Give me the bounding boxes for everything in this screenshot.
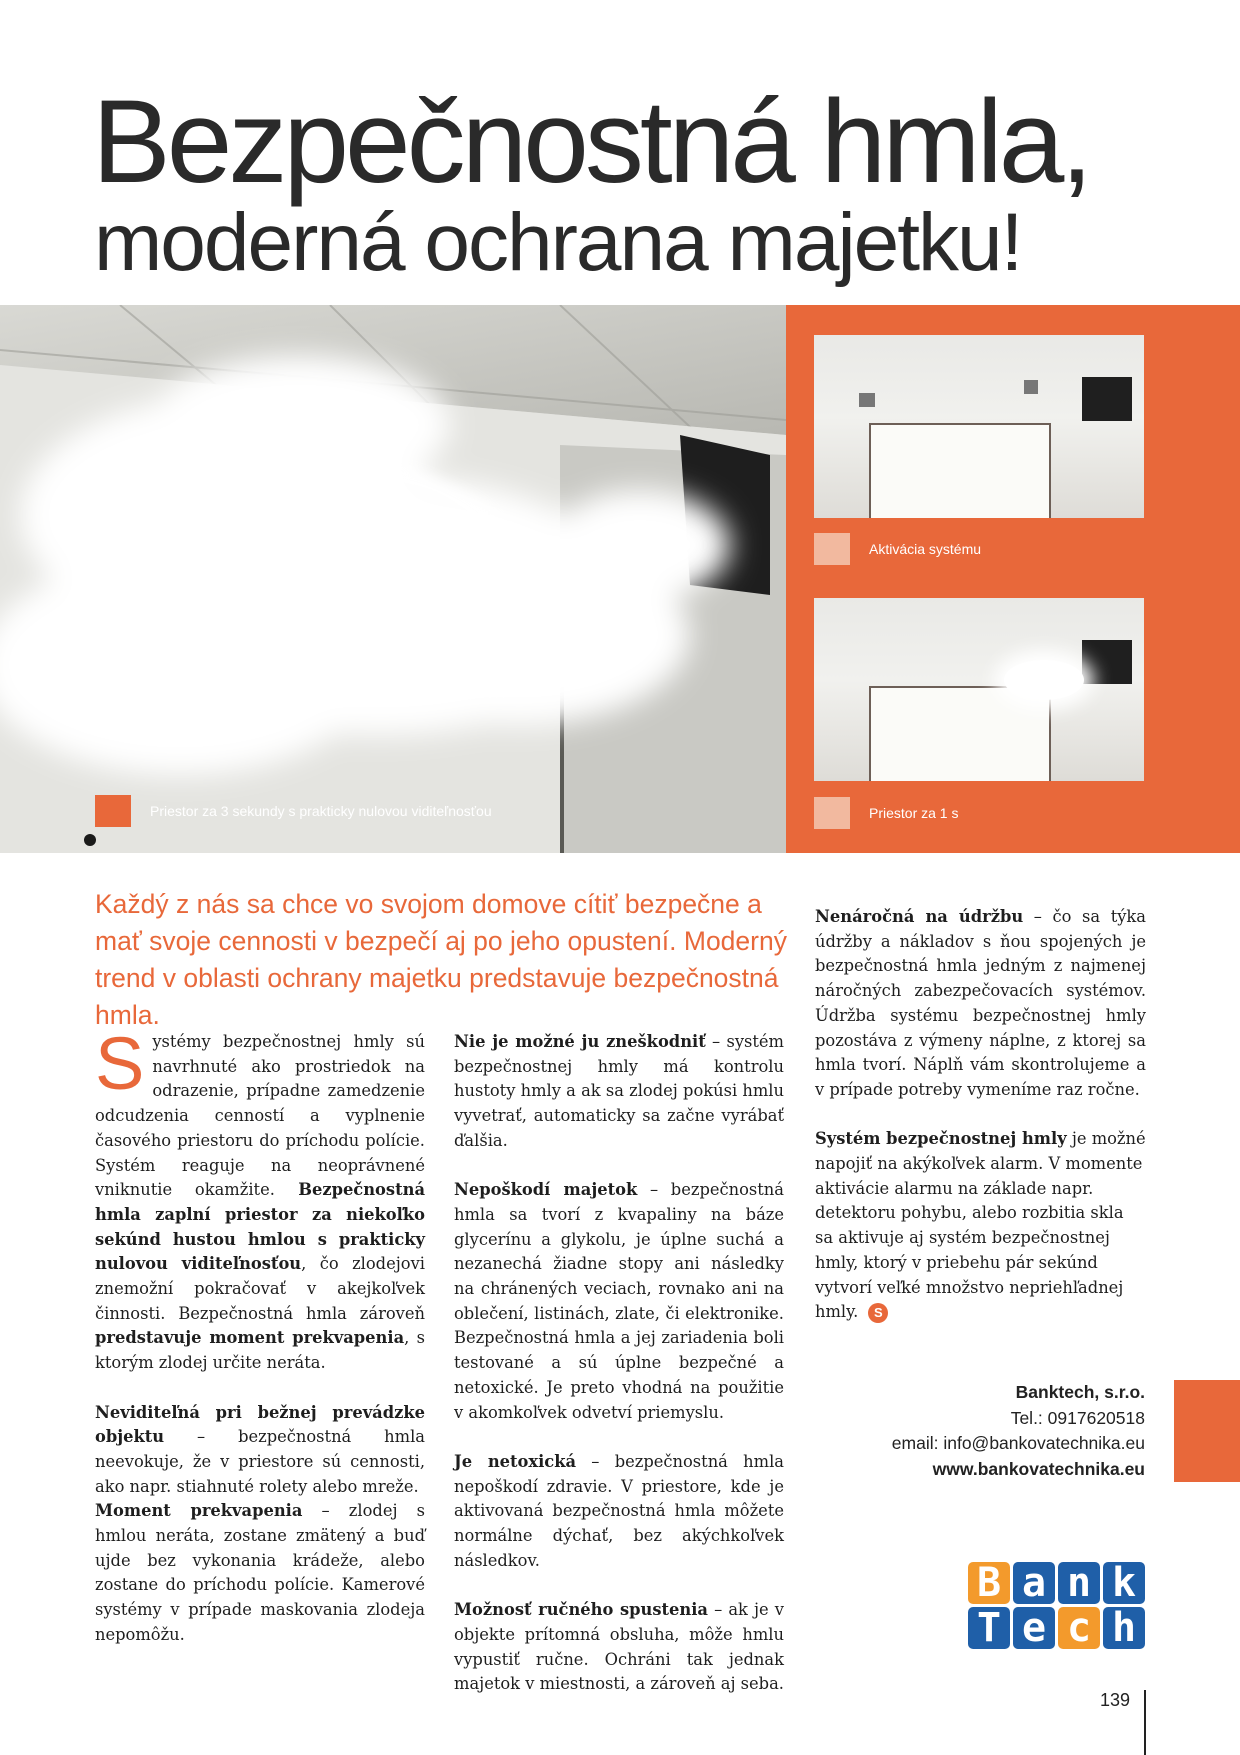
paragraph-cannot-neutralize [454,1030,784,1154]
paragraph-manual-trigger [454,1598,784,1697]
paragraph-no-damage [454,1178,784,1425]
intro-paragraph [95,1022,425,1376]
company-name: Banktech, s.r.o. [1015,1382,1145,1402]
logo-tile: T [968,1607,1010,1649]
caption-marker [95,795,131,827]
text-run: – zlodej s hmlou neráta, zostane zmätený a buď ujde bez vykonania krádeže, alebo zostane do príchodu polície. Kamerové systémy v prípade maskovania zlodeja nepomôžu. [95,1501,425,1644]
paragraph-heading: Možnosť ručného spustenia [454,1600,708,1620]
accent-tab [1174,1380,1240,1482]
text-run: , čo zlodejovi znemožní pokračovať v akejkoľvek činnosti. Bezpečnostná hmla zároveň [95,1254,425,1323]
text-run: – čo sa týka údržby a nákladov s ňou spojených je bezpečnostná hmla jedným z najmenej náročných zabezpečovacích systémov. Údržba systému bezpečnostnej hmly pozostáva z výmeny náplne, z ktorej sa hmla tvorí. Náplň vám skontrolujeme a v prípade potreby vymeníme raz ročne. [815,907,1147,1099]
paragraph-invisible [95,1401,425,1500]
sensor [859,393,875,407]
page-title-line-1: Bezpečnostná hmla, [92,76,1090,208]
text-run: – ak je v objekte prítomná obsluha, môže hmlu vypustiť ručne. Ochráni tak jednak majetok v miestnosti, a zároveň aj seba. [454,1600,784,1694]
text-run: – systém bezpečnostnej hmly má kontrolu hustoty hmly a ak sa zlodej pokúsi hmlu vyvetrať, automaticky sa začne vyrábať ďalšia. [454,1032,784,1150]
logo-tile: n [1058,1562,1100,1604]
paragraph-maintenance [815,905,1146,1103]
caption-marker [814,797,850,829]
paragraph-heading: Neviditeľná pri bežnej prevádzke objektu [95,1402,425,1447]
text-run: – bezpečnostná hmla sa tvorí z kvapaliny na báze glycerínu a glykolu, je úplne suchá a nezanechá žiadne stopy ani následky na chránených veciach, rovnako ani na oblečení, listinách, zlate, či elektronike. Bezpečnostná hmla a jej zariadenia boli testované a sú úplne bezpečné a netoxické. Je preto vhodná na použitie v akomkoľvek odvetví priemyslu. [454,1180,784,1422]
logo-tile: a [1013,1562,1055,1604]
whiteboard [869,423,1051,518]
text-run: , s ktorým zlodej určite neráta. [95,1328,425,1373]
thumbnail-1-caption: Aktivácia systému [869,541,982,557]
logo-tile: e [1013,1607,1055,1649]
whiteboard [869,686,1051,781]
article-column-3 [815,905,1146,1350]
contact-block [892,1380,1145,1482]
speaker [1082,640,1132,684]
text-run-bold: Bezpečnostná hmla zaplní priestor za niekoľko sekúnd hustou hmlou s prakticky nulovou viditeľnosťou [95,1180,425,1274]
paragraph-heading: Moment prekvapenia [95,1501,303,1521]
photo-sidebar [786,305,1240,853]
text-run-bold: predstavuje moment prekvapenia [95,1328,405,1348]
drop-cap: S [95,1022,145,1105]
logo-tile: k [1103,1562,1145,1604]
page-number: 139 [1100,1690,1131,1710]
logo-tile: B [968,1562,1010,1604]
lead-paragraph: Každý z nás sa chce vo svojom domove cítiť bezpečne a mať svoje cennosti v bezpečí aj po jeho opustení. Moderný trend v oblasti ochrany majetku predstavuje bezpečnostná hmla. [95,889,787,1030]
paragraph-surprise [95,1499,425,1647]
thumbnail-activation [814,335,1144,518]
logo-row-1 [968,1562,1148,1604]
paragraph-heading: Nie je možné ju zneškodniť [454,1032,706,1051]
end-mark-icon: S [868,1303,888,1323]
main-photo-caption: Priestor za 3 sekundy s prakticky nulovou viditeľnosťou [150,803,492,819]
text-run: ystémy bezpečnostnej hmly sú navrhnuté ako prostriedok na odrazenie, prípadne zamedzenie odcudzenia cenností a vyplnenie časového priestoru do príchodu polície. Systém reaguje na neoprávnené vniknutie okamžite. [95,1032,425,1200]
paragraph-non-toxic [454,1450,784,1574]
banktech-logo [968,1562,1148,1652]
logo-tile: c [1058,1607,1100,1649]
logo-row-2 [968,1607,1148,1649]
paragraph-heading: Je netoxická [454,1451,577,1471]
paragraph-heading: Nenáročná na údržbu [815,907,1024,926]
caption-marker [814,533,850,565]
phone-number: Tel.: 0917620518 [1010,1407,1145,1428]
main-photo-fog-room [0,305,786,853]
fog-puff [1004,660,1084,700]
page-number-rule [1144,1690,1146,1755]
logo-tile: h [1103,1607,1145,1649]
text-run: – bezpečnostná hmla nepoškodí zdravie. V priestore, kde je aktivovaná bezpečnostná hmla môžete normálne dýchať, bez akýchkoľvek následkov. [454,1451,784,1570]
text-run: – bezpečnostná hmla neevokuje, že v priestore sú cennosti, ako napr. stiahnuté rolety alebo mreže. [95,1427,425,1496]
page-title-line-2: moderná ochrana majetku! [94,197,1022,288]
article-column-2 [454,1030,784,1722]
website-link: www.bankovatechnika.eu [932,1458,1145,1479]
email-address: email: info@bankovatechnika.eu [891,1433,1145,1454]
thumbnail-fog-1s [814,598,1144,781]
thumbnail-2-caption: Priestor za 1 s [869,805,959,821]
paragraph-alarm-integration [815,1127,1146,1325]
paragraph-heading: Systém bezpečnostnej hmly [815,1129,1067,1149]
speaker [1082,377,1132,421]
text-run: je možné napojiť na akýkoľvek alarm. V momente aktivácie alarmu na základe napr. detektoru pohybu, alebo rozbitia skla sa aktivuje aj systém bezpečnostnej hmly, ktorý v priebehu pár sekúnd vytvorí veľké množstvo nepriehľadnej hmly. [815,1129,1146,1322]
article-column-1 [95,1022,425,1672]
fog-illustration [0,305,786,853]
paragraph-heading: Nepoškodí majetok [454,1180,638,1200]
sensor [1024,380,1038,394]
